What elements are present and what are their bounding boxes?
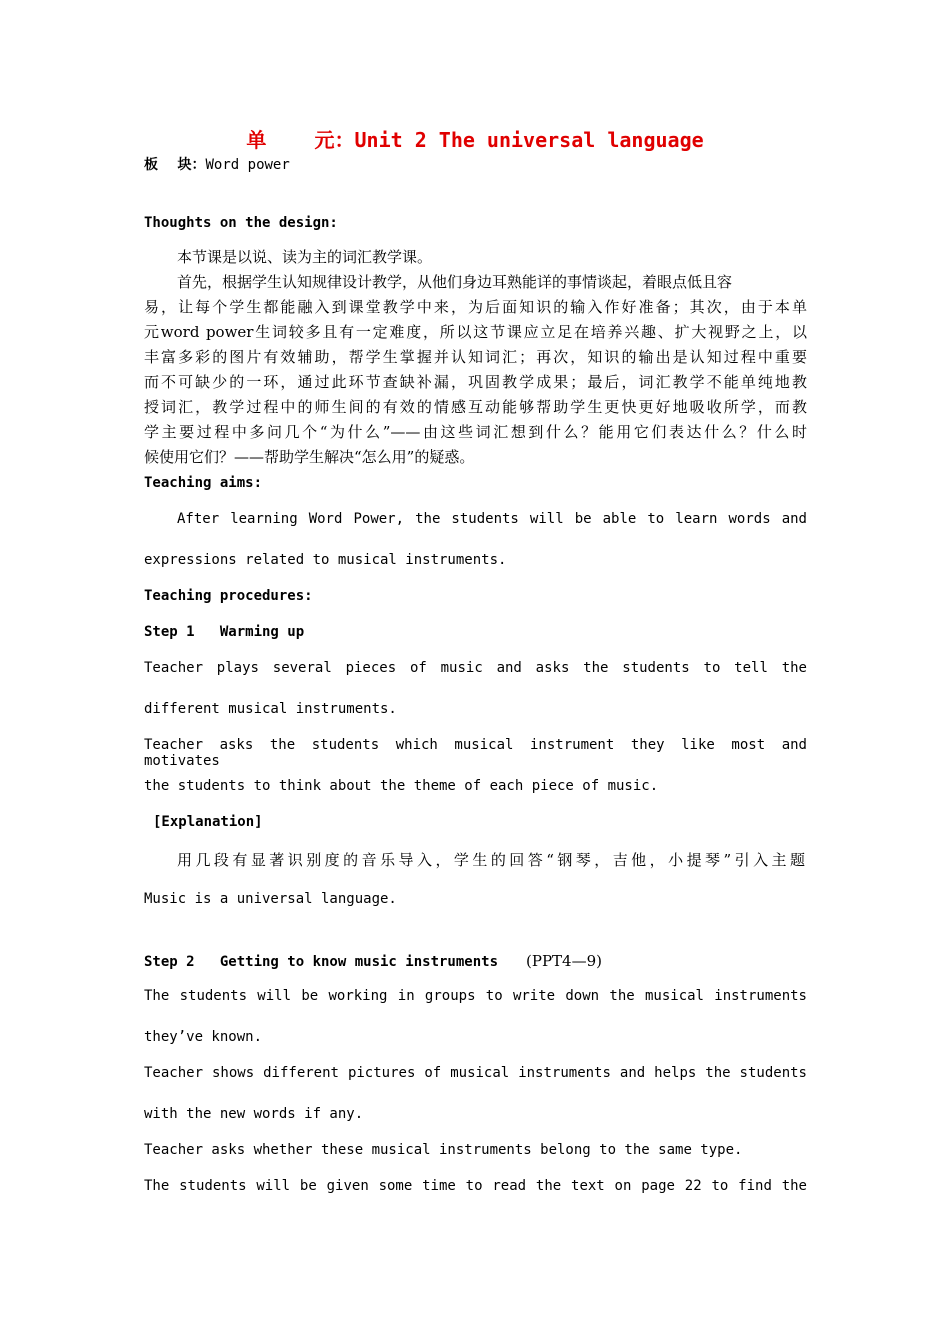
step2-para4-line1: The students will be given some time to read the text on page 22 to find the	[144, 1178, 807, 1194]
procedures-heading: Teaching procedures:	[144, 588, 313, 604]
design-line-3: 易，让每个学生都能融入到课堂教学中来，为后面知识的输入作好准备；其次，由于本单	[144, 298, 807, 316]
step1-para2-line2: the students to think about the theme of each piece of music.	[144, 778, 659, 794]
design-line-2: 首先，根据学生认知规律设计教学，从他们身边耳熟能详的事情谈起，着眼点低且容	[177, 273, 733, 291]
section-line	[144, 154, 807, 174]
aims-heading: Teaching aims:	[144, 475, 263, 491]
section-label: 板 块：	[144, 157, 206, 173]
step2-heading: Step 2 Getting to know music instruments	[144, 954, 499, 970]
step2-heading-line	[144, 952, 807, 970]
step1-para1-line2: different musical instruments.	[144, 701, 397, 717]
unit-title	[0, 124, 950, 153]
design-line-6: 而不可缺少的一环，通过此环节查缺补漏，巩固教学成果；最后，词汇教学不能单纯地教	[144, 373, 807, 391]
explanation-heading: [Explanation]	[153, 814, 263, 830]
design-line-9: 候使用它们？——帮助学生解决“怎么用”的疑惑。	[144, 448, 475, 466]
step2-para3-line1: Teacher asks whether these musical instruments belong to the same type.	[144, 1142, 743, 1158]
step1-heading: Step 1 Warming up	[144, 624, 305, 640]
step2-para2-line2: with the new words if any.	[144, 1106, 364, 1122]
aims-line-2: expressions related to musical instruments.	[144, 552, 507, 568]
aims-line-1: After learning Word Power, the students will be able to learn words and	[177, 511, 807, 527]
design-line-8: 学主要过程中多问几个“为什么”——由这些词汇想到什么？能用它们表达什么？什么时	[144, 423, 807, 441]
unit-label: 单 元：	[246, 128, 355, 152]
design-line-1: 本节课是以说、读为主的词汇教学课。	[177, 248, 433, 266]
step2-para1-line2: they’ve known.	[144, 1029, 263, 1045]
step2-para1-line1: The students will be working in groups to write down the musical instruments	[144, 988, 807, 1004]
step1-para1-line1: Teacher plays several pieces of music and asks the students to tell the	[144, 660, 807, 676]
design-line-7: 授词汇，教学过程中的师生间的有效的情感互动能够帮助学生更快更好地吸收所学，而教	[144, 398, 807, 416]
step1-para2-line1: Teacher asks the students which musical instrument they like most and motivates	[144, 737, 807, 769]
design-heading: Thoughts on the design:	[144, 215, 338, 231]
step2-para2-line1: Teacher shows different pictures of musical instruments and helps the students	[144, 1065, 807, 1081]
explanation-line-1: 用几段有显著识别度的音乐导入，学生的回答“钢琴，吉他，小提琴”引入主题	[177, 851, 805, 869]
explanation-line-2: Music is a universal language.	[144, 891, 397, 907]
step2-ppt-ref: (PPT4—9)	[526, 952, 602, 970]
design-line-4: 元word power生词较多且有一定难度，所以这节课应立足在培养兴趣、扩大视野之上，以	[144, 323, 807, 341]
unit-title-text: Unit 2 The universal language	[354, 128, 704, 152]
section-value: Word power	[205, 157, 290, 173]
design-line-5: 丰富多彩的图片有效辅助，帮学生掌握并认知词汇；再次，知识的输出是认知过程中重要	[144, 348, 807, 366]
